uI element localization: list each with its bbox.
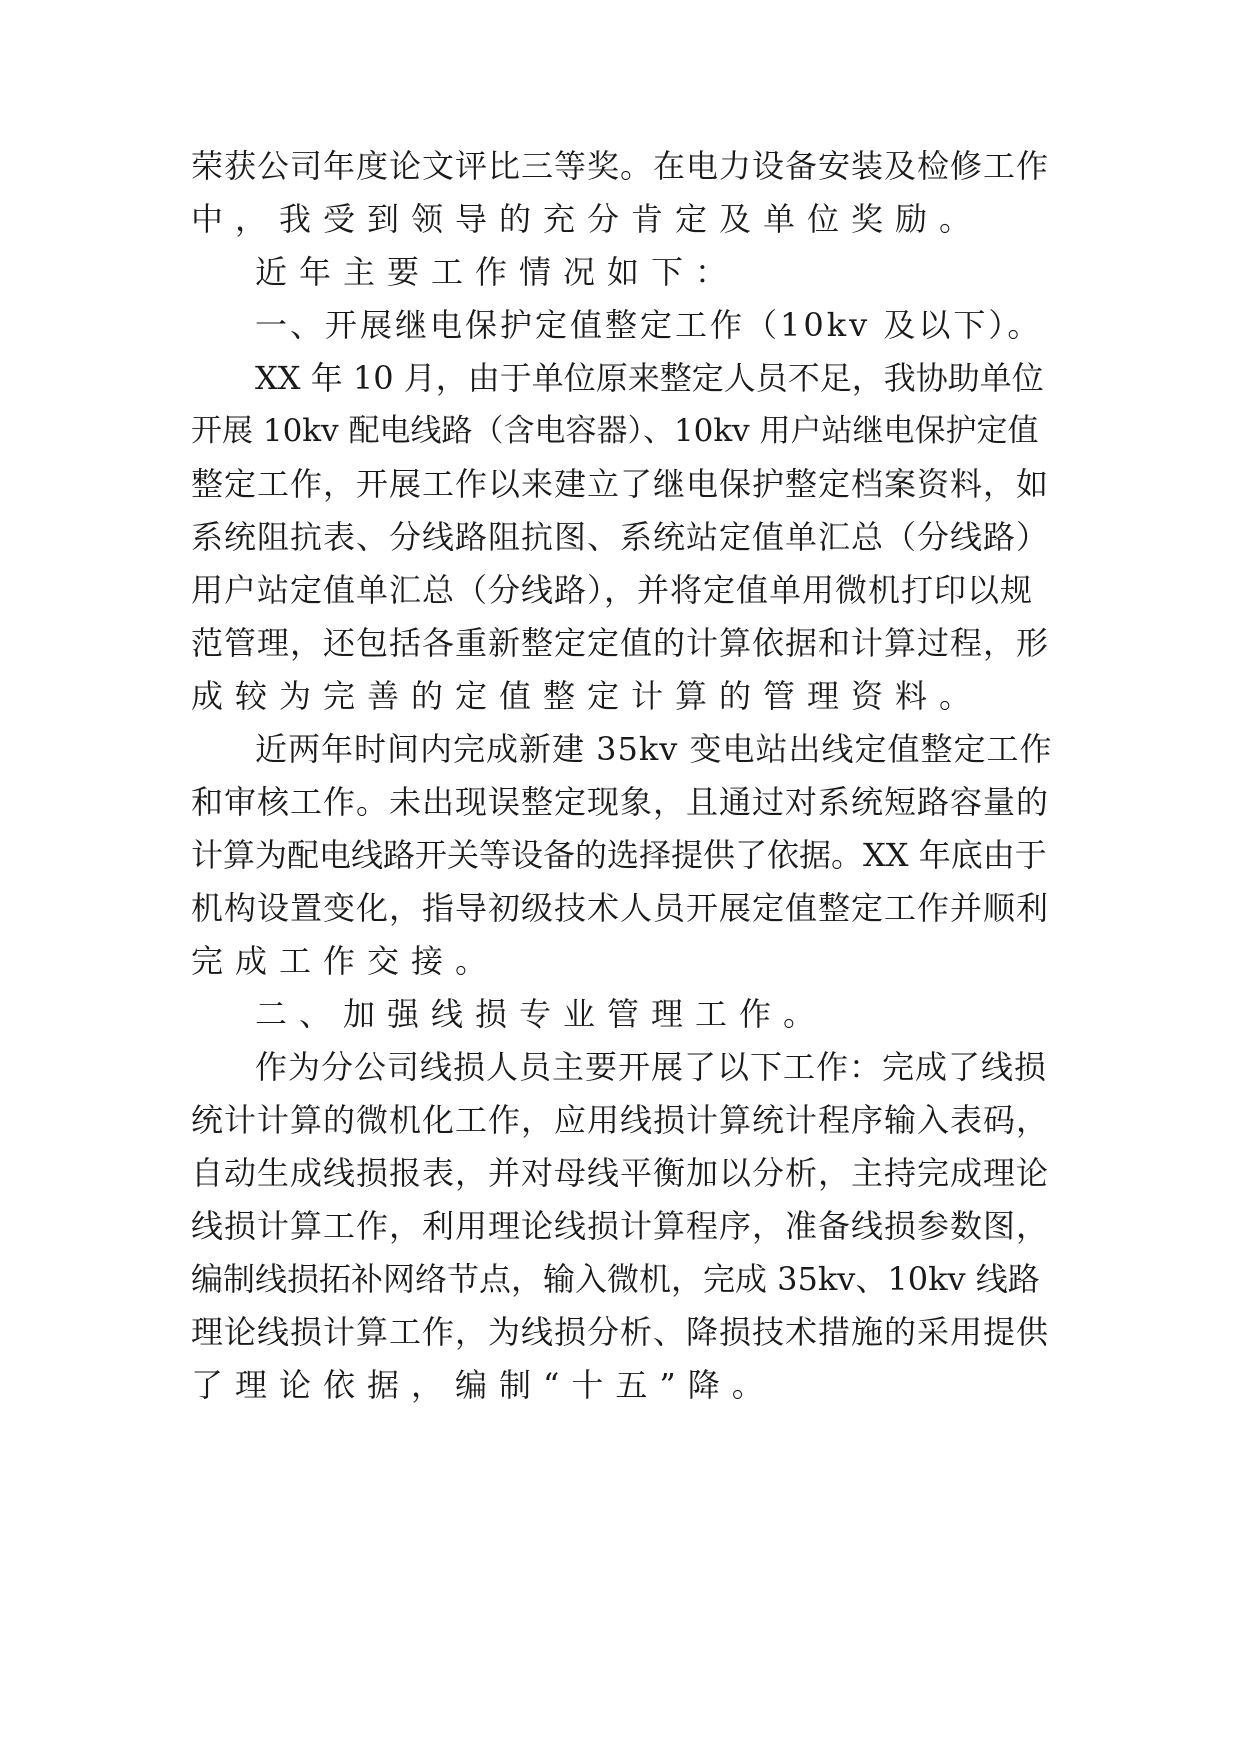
text-line: 荣获公司年度论文评比三等奖。在电力设备安装及检修工作	[191, 147, 1050, 185]
text-line: 理论线损计算工作，为线损分析、降损技术措施的采用提供	[191, 1313, 1050, 1351]
text-line: 完成工作交接。	[191, 942, 500, 980]
text-line: 用户站定值单汇总（分线路），并将定值单用微机打印以规	[191, 571, 1034, 609]
text-line: 系统阻抗表、分线路阻抗图、系统站定值单汇总（分线路）	[191, 518, 1050, 556]
text-line: 成较为完善的定值整定计算的管理资料。	[191, 677, 984, 715]
text-line: 机构设置变化，指导初级技术人员开展定值整定工作并顺利	[191, 889, 1050, 927]
section-heading: 一、开展继电保护定值整定工作（10kv 及以下）。	[255, 306, 1043, 344]
text-line: 开展 10kv 配电线路（含电容器）、10kv 用户站继电保护定值	[191, 413, 1039, 449]
text-line: 了理论依据，编制“十五”降。	[191, 1366, 776, 1404]
text-line: XX 年 10 月，由于单位原来整定人员不足，我协助单位	[255, 359, 1044, 397]
text-line: 自动生成线损报表，并对母线平衡加以分析，主持完成理论	[191, 1154, 1050, 1192]
text-line: 范管理，还包括各重新整定定值的计算依据和计算过程，形	[191, 624, 1050, 662]
text-line: 计算为配电线路开关等设备的选择提供了依据。XX 年底由于	[191, 836, 1047, 874]
section-heading: 二、加强线损专业管理工作。	[255, 995, 828, 1033]
text-line: 整定工作，开展工作以来建立了继电保护整定档案资料，如	[191, 465, 1050, 503]
text-line: 中，我受到领导的充分肯定及单位奖励。	[191, 200, 984, 238]
text-line: 近年主要工作情况如下：	[255, 253, 740, 291]
text-line: 统计计算的微机化工作，应用线损计算统计程序输入表码，	[191, 1101, 1050, 1139]
text-line: 和审核工作。未出现误整定现象，且通过对系统短路容量的	[191, 783, 1050, 821]
text-line: 作为分公司线损人员主要开展了以下工作：完成了线损	[255, 1048, 1048, 1086]
text-line: 近两年时间内完成新建 35kv 变电站出线定值整定工作	[255, 730, 1053, 768]
text-line: 线损计算工作，利用理论线损计算程序，准备线损参数图，	[191, 1207, 1050, 1245]
text-line: 编制线损拓补网络节点，输入微机，完成 35kv、10kv 线路	[191, 1260, 1040, 1298]
